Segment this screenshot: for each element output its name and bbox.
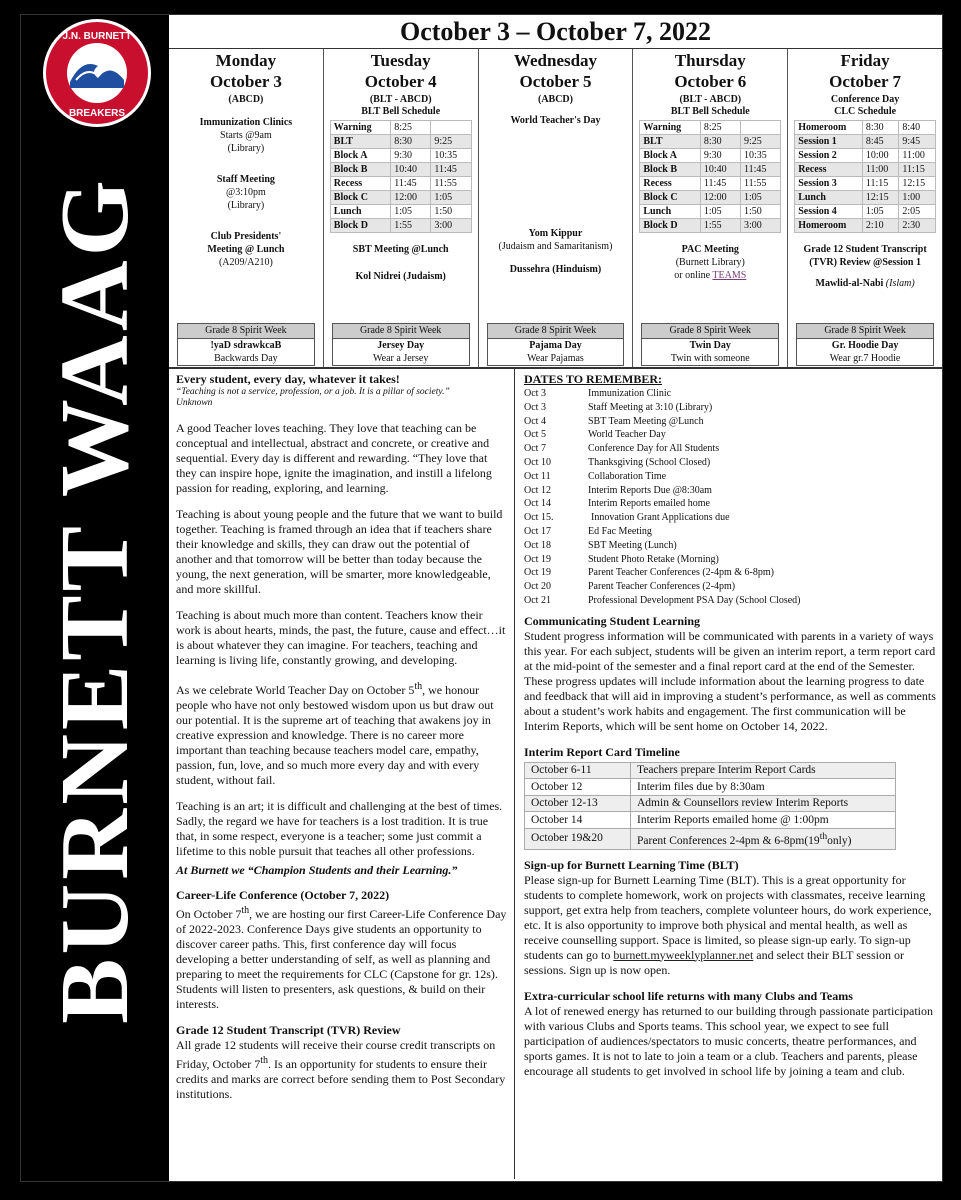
paragraph: [176, 679, 508, 788]
teaching-quote: “Teaching is not a service, profession, or a job. It is a pillar of society.”: [176, 387, 450, 397]
bell-cell: 1:50: [431, 205, 471, 219]
bell-cell: [741, 121, 781, 135]
list-item: [524, 401, 936, 415]
schedule-type: (ABCD): [537, 94, 573, 105]
bell-cell: 10:40: [391, 163, 431, 177]
table-cell: October 19&20: [525, 828, 631, 849]
bell-cell: BLT: [330, 135, 390, 149]
teams-link[interactable]: TEAMS: [712, 270, 747, 281]
logo-top-text: J.N. BURNETT: [62, 31, 132, 42]
list-item: [524, 484, 936, 498]
date-event: Conference Day for All Students: [588, 443, 720, 455]
bell-cell: 10:40: [700, 163, 740, 177]
left-column: [169, 369, 515, 1179]
bell-row: [795, 149, 936, 163]
bell-row: [795, 191, 936, 205]
date: Oct 7: [524, 443, 546, 455]
bell-cell: 1:05: [862, 205, 899, 219]
list-item: [524, 470, 936, 484]
day-name: Wednesday: [513, 51, 598, 70]
list-item: [524, 387, 936, 401]
day-column-thursday: [633, 49, 788, 367]
date-event: Parent Teacher Conferences (2-4pm): [588, 581, 736, 593]
motto-heading: Every student, every day, whatever it takes!: [176, 372, 400, 386]
paragraph: Teaching is an art; it is difficult and challenging at the best of times. Sadly, the regard we have for teachers is a lost tradition. It is true that, in some respect, everyone is a teacher; some just commit a lifetime to this noble pursuit that teaches all other professions.: [176, 799, 503, 858]
date: Oct 19: [524, 567, 551, 579]
tvr-heading: Grade 12 Student Transcript (TVR) Review: [176, 1023, 401, 1037]
event: [175, 173, 317, 212]
masthead-title: BURNETT WAAG: [41, 176, 149, 1024]
bell-row: [330, 205, 471, 219]
bell-schedule-table: [330, 120, 472, 233]
quote-author: Unknown: [176, 398, 213, 408]
bell-row: [330, 191, 471, 205]
bell-cell: 9:25: [741, 135, 781, 149]
bell-cell: 1:55: [700, 219, 740, 233]
bell-row: [640, 177, 781, 191]
day-column-monday: [169, 49, 324, 367]
text: Parent Conferences 2-4pm & 6-8pm(19: [637, 834, 820, 847]
bell-cell: Block D: [330, 219, 390, 233]
event-title: Yom Kippur: [528, 228, 583, 239]
bell-cell: 1:05: [391, 205, 431, 219]
schedule-name: CLC Schedule: [834, 106, 897, 117]
bell-cell: 9:25: [431, 135, 471, 149]
bell-schedule-table: [639, 120, 781, 233]
schedule-type: (BLT - ABCD): [369, 94, 432, 105]
date: Oct 21: [524, 594, 551, 606]
date: Oct 3: [524, 388, 546, 399]
text: , we are hosting our first Career-Life Conference Day of 2022-2023. Conference Days give students an opportunity to discover career paths. This, first conference day will focus developing a better understanding of self, as well as planning and preparing to meet the requirements for CLC (Capstone for gr. 12s). Students will listen to presenters, ask questions, & build on their interests.: [176, 907, 507, 1011]
spirit-week-label: Grade 8 Spirit Week: [333, 324, 469, 339]
blt-heading: Sign-up for Burnett Learning Time (BLT): [524, 857, 739, 872]
bell-cell: Session 4: [795, 205, 863, 219]
event-detail: or online: [674, 270, 711, 281]
bell-cell: Recess: [640, 177, 700, 191]
bell-cell: 8:30: [391, 135, 431, 149]
date: Oct 11: [524, 470, 551, 482]
text: and select their BLT session or sessions. Sign up is now open.: [524, 947, 904, 977]
spirit-week-box: [796, 323, 934, 366]
schedule-type: (BLT - ABCD): [679, 94, 742, 105]
wave-logo-icon: [46, 22, 148, 124]
bell-cell: Block B: [640, 163, 700, 177]
bell-cell: Block C: [330, 191, 390, 205]
bell-cell: Block A: [640, 149, 700, 163]
bell-cell: Block B: [330, 163, 390, 177]
date-event: Collaboration Time: [588, 470, 667, 482]
schedule-type: (ABCD): [228, 94, 264, 105]
bell-cell: 8:40: [899, 121, 936, 135]
bell-row: [640, 135, 781, 149]
planner-link[interactable]: burnett.myweeklyplanner.net: [613, 947, 754, 962]
table-cell: Teachers prepare Interim Report Cards: [631, 762, 896, 779]
bell-row: [330, 219, 471, 233]
spirit-week-label: Grade 8 Spirit Week: [797, 324, 933, 339]
bell-row: [795, 205, 936, 219]
bell-cell: Recess: [795, 163, 863, 177]
bell-cell: 11:45: [431, 163, 471, 177]
bell-row: [795, 135, 936, 149]
spirit-description: Twin with someone: [670, 353, 750, 364]
event-detail: @3:10pm: [226, 187, 266, 198]
bell-cell: 11:15: [862, 177, 899, 191]
day-date: October 5: [519, 72, 592, 91]
csl-heading: Communicating Student Learning: [524, 613, 701, 628]
masthead: [27, 155, 163, 1045]
date-event: Ed Fac Meeting: [588, 525, 652, 537]
masthead-spine: [21, 15, 169, 1181]
spirit-week-box: [177, 323, 315, 366]
event-title: PAC Meeting: [681, 244, 739, 255]
event-detail: (Library): [227, 200, 265, 211]
dates-heading: DATES TO REMEMBER:: [524, 372, 663, 386]
bell-row: [330, 135, 471, 149]
clubs-heading: Extra-curricular school life returns with many Clubs and Teams: [524, 988, 853, 1003]
bell-cell: 11:15: [899, 163, 936, 177]
event-detail: (Judaism and Samaritanism): [498, 241, 613, 252]
bell-cell: 1:55: [391, 219, 431, 233]
ordinal: th: [260, 1055, 268, 1066]
day-name: Monday: [215, 51, 277, 70]
date-event: Immunization Clinic: [588, 388, 672, 399]
bell-cell: 10:35: [431, 149, 471, 163]
bell-row: [640, 163, 781, 177]
event-detail: (Library): [227, 143, 265, 154]
list-item: [524, 539, 936, 553]
bell-row: [330, 121, 471, 135]
text: All grade 12 students will receive their course credit transcripts on Friday, October 7: [176, 1038, 496, 1071]
spirit-description: Wear Pajamas: [527, 353, 584, 364]
bell-cell: 1:00: [899, 191, 936, 205]
timeline-heading: Interim Report Card Timeline: [524, 744, 680, 759]
table-cell: October 12-13: [525, 795, 631, 812]
schedule-label: [175, 94, 317, 106]
list-item: [524, 442, 936, 456]
logo-bottom-text: BREAKERS: [68, 108, 126, 119]
list-item: [524, 497, 936, 511]
tvr-paragraph: [176, 1038, 508, 1102]
schedule-label: [485, 94, 627, 106]
list-item: [524, 456, 936, 470]
spirit-theme: Pajama Day: [529, 340, 582, 351]
list-item: [524, 594, 936, 608]
date: Oct 3: [524, 401, 546, 413]
day-column-friday: [788, 49, 942, 367]
spirit-description: Wear a Jersey: [373, 353, 429, 364]
date: Oct 10: [524, 456, 551, 468]
bell-cell: [431, 121, 471, 135]
bell-cell: 11:45: [391, 177, 431, 191]
bell-cell: 3:00: [741, 219, 781, 233]
spirit-week-box: [487, 323, 625, 366]
day-events: [485, 114, 627, 276]
newsletter-page: [20, 14, 943, 1182]
table-row: [525, 762, 896, 779]
ordinal: th: [414, 681, 423, 692]
date-event: Parent Teacher Conferences (2-4pm & 6-8pm): [588, 567, 774, 579]
bell-row: [640, 149, 781, 163]
date: Oct 5: [524, 429, 546, 441]
bell-cell: Session 2: [795, 149, 863, 163]
schedule-type: Conference Day: [830, 94, 900, 105]
day-events: [330, 243, 472, 283]
event: [175, 230, 317, 269]
table-cell: Admin & Counsellors review Interim Reports: [631, 795, 896, 812]
event-title: Meeting @ Lunch: [207, 244, 285, 255]
event-title: Staff Meeting: [216, 174, 275, 185]
week-title: October 3 – October 7, 2022: [169, 15, 942, 49]
bell-cell: 9:45: [899, 135, 936, 149]
bell-cell: Warning: [640, 121, 700, 135]
bell-cell: 12:00: [391, 191, 431, 205]
main-content: [169, 15, 942, 1181]
bell-cell: 8:30: [862, 121, 899, 135]
bell-cell: 1:05: [431, 191, 471, 205]
bell-cell: 3:00: [431, 219, 471, 233]
text: On October 7: [176, 907, 242, 921]
dates-list: [524, 387, 936, 608]
schedule-name: BLT Bell Schedule: [670, 106, 750, 117]
paragraph: Teaching is about much more than content. Teachers know their work is about hearts, minds, the past, the future, cause and effect…it is about whatever they can imagine. For teachers, teaching and learning is living life, constantly growing, and developing.: [176, 608, 506, 667]
date-event: Thanksgiving (School Closed): [588, 456, 711, 468]
bell-cell: 2:30: [899, 219, 936, 233]
event-title: (TVR) Review @Session 1: [809, 257, 921, 268]
bell-row: [640, 121, 781, 135]
event-title: SBT Meeting @Lunch: [352, 244, 449, 255]
clc-paragraph: [176, 903, 508, 1012]
day-name: Tuesday: [370, 51, 431, 70]
bell-cell: 12:15: [899, 177, 936, 191]
ordinal: th: [819, 830, 828, 842]
date: Oct 4: [524, 415, 546, 427]
bell-cell: Block D: [640, 219, 700, 233]
table-cell: [631, 828, 896, 849]
bell-cell: 8:30: [700, 135, 740, 149]
day-date: October 3: [209, 72, 282, 91]
day-date: October 7: [829, 72, 902, 91]
paragraph: A good Teacher loves teaching. They love that teaching can be conceptual and intellectual, abstract and concrete, or creative and sequential. Every day is different and rewarding. “They love that they can inspire hope, ignite the imagination, and instill a lifelong passion for reading, exploring, and learning.: [176, 421, 492, 495]
spirit-theme: Jersey Day: [377, 340, 425, 351]
bell-row: [330, 163, 471, 177]
event-detail: [639, 269, 781, 282]
event-detail: Starts @9am: [220, 130, 272, 141]
event-title: Dussehra (Hinduism): [509, 264, 602, 275]
list-item: [524, 415, 936, 429]
spirit-week-box: [332, 323, 470, 366]
list-item: [524, 428, 936, 442]
date: Oct 15.: [524, 512, 554, 524]
day-name: Friday: [840, 51, 890, 70]
bell-cell: Lunch: [795, 191, 863, 205]
day-date: October 4: [364, 72, 437, 91]
csl-paragraph: Student progress information will be communicated with parents in a variety of ways this year. For each subject, students will be given an interim report, a term report card at the mid-point of the semester and a final report card at the end of the Semester. These progress updates will include information about the learning progress to date and feedback that will aid in improving a student’s performance, as well as comments about a student’s work habits and engagement. The first communication will be Interim Reports, which will be sent home on October 14, 2022.: [524, 628, 936, 733]
date-event: Student Photo Retake (Morning): [588, 553, 719, 565]
bell-cell: Block A: [330, 149, 390, 163]
table-row: [525, 779, 896, 796]
bell-cell: 8:25: [391, 121, 431, 135]
text: , we honour people who have not only bestowed wisdom upon us but draw out our potential. It is the supreme art of teaching that awakens joy in creative expression and knowledge. There is no career more important than teaching because teachers model care, empathy, passion, fun, love, and so much more every day and with every student, without fail.: [176, 683, 494, 787]
date-event: SBT Meeting (Lunch): [588, 539, 677, 551]
schedule-name: BLT Bell Schedule: [361, 106, 441, 117]
event: [794, 277, 936, 290]
bell-row: [640, 191, 781, 205]
spirit-description: Backwards Day: [214, 353, 278, 364]
list-item: [524, 525, 936, 539]
date-event: Professional Development PSA Day (School Closed): [588, 594, 801, 606]
date: Oct 20: [524, 581, 551, 593]
day-events: [794, 243, 936, 290]
bell-row: [795, 121, 936, 135]
school-motto: At Burnett we “Champion Students and their Learning.”: [176, 863, 458, 877]
spirit-theme: !yaD sdrawkcaB: [210, 340, 282, 351]
table-cell: October 14: [525, 812, 631, 829]
text: Please sign-up for Burnett Learning Time (BLT). This is a great opportunity for students to complete homework, work on projects with classmates, receive learning support, get extra help from teachers, complete volunteer hours, do work experience, etc. It is also opportunity to improve both physical and mental health, as well as receive counselling support. Space is limited, so please sign-up early. To sign-up students can go to: [524, 872, 932, 962]
bell-cell: Lunch: [330, 205, 390, 219]
bell-cell: Session 1: [795, 135, 863, 149]
event-title: Kol Nidrei (Judaism): [355, 271, 446, 282]
event-detail: (Burnett Library): [675, 257, 745, 268]
bell-cell: 11:55: [431, 177, 471, 191]
bell-row: [795, 219, 936, 233]
spirit-week-label: Grade 8 Spirit Week: [642, 324, 778, 339]
date: Oct 12: [524, 484, 551, 496]
bell-cell: 8:45: [862, 135, 899, 149]
day-date: October 6: [674, 72, 747, 91]
list-item: [524, 566, 936, 580]
timeline-table: [524, 762, 896, 850]
date-event: Innovation Grant Applications due: [591, 512, 730, 524]
schedule-label: [639, 94, 781, 118]
day-name: Thursday: [674, 51, 746, 70]
bell-cell: 10:00: [862, 149, 899, 163]
bell-cell: 11:45: [700, 177, 740, 191]
spirit-week-label: Grade 8 Spirit Week: [488, 324, 624, 339]
bell-row: [330, 177, 471, 191]
date: Oct 14: [524, 498, 551, 510]
bell-schedule-table: [794, 120, 936, 233]
bell-cell: Block C: [640, 191, 700, 205]
bell-cell: 11:00: [899, 149, 936, 163]
blt-paragraph: [524, 873, 936, 978]
article-columns: [169, 369, 942, 1179]
table-row: [525, 812, 896, 829]
ordinal: th: [241, 905, 250, 916]
date-event: Staff Meeting at 3:10 (Library): [588, 401, 713, 413]
week-calendar: [169, 49, 942, 369]
spirit-theme: Twin Day: [689, 340, 731, 351]
event: [175, 116, 317, 155]
schedule-label: [330, 94, 472, 118]
event-title: Grade 12 Student Transcript: [803, 244, 927, 255]
event-detail: (Islam): [885, 278, 915, 289]
bell-row: [795, 163, 936, 177]
bell-cell: Warning: [330, 121, 390, 135]
day-events: [175, 116, 317, 269]
spirit-description: Wear gr.7 Hoodie: [829, 353, 901, 364]
spirit-theme: Gr. Hoodie Day: [831, 340, 899, 351]
event-title: Club Presidents': [210, 231, 282, 242]
list-item: [524, 511, 936, 525]
text: only): [827, 834, 852, 847]
date: Oct 19: [524, 553, 551, 565]
paragraph: Teaching is about young people and the future that we want to build together. Teaching is framed through an idea that if teachers share their knowledge and skills, they can draw out the potential of another and that tomorrow will be better than today because the young, the next generation, will be smarter, more knowledgeable, and more skillful.: [176, 507, 503, 596]
bell-row: [640, 205, 781, 219]
bell-cell: 2:10: [862, 219, 899, 233]
bell-cell: Session 3: [795, 177, 863, 191]
right-column: [515, 369, 942, 1179]
table-cell: October 6-11: [525, 762, 631, 779]
list-item: [524, 580, 936, 594]
list-item: [524, 553, 936, 567]
bell-cell: 2:05: [899, 205, 936, 219]
bell-cell: Homeroom: [795, 121, 863, 135]
spirit-week-box: [641, 323, 779, 366]
table-row: [525, 828, 896, 849]
day-column-wednesday: [479, 49, 634, 367]
bell-row: [640, 219, 781, 233]
event-title: Immunization Clinics: [199, 117, 293, 128]
event-detail: (A209/A210): [218, 257, 273, 268]
date-event: Interim Reports emailed home: [588, 498, 710, 510]
bell-cell: 8:25: [700, 121, 740, 135]
bell-cell: 10:35: [741, 149, 781, 163]
date-event: SBT Team Meeting @Lunch: [588, 415, 704, 427]
bell-cell: Homeroom: [795, 219, 863, 233]
day-events: [639, 243, 781, 282]
bell-cell: 1:50: [741, 205, 781, 219]
bell-cell: 12:15: [862, 191, 899, 205]
table-row: [525, 795, 896, 812]
bell-cell: 11:45: [741, 163, 781, 177]
bell-cell: 9:30: [700, 149, 740, 163]
schedule-label: [794, 94, 936, 118]
table-cell: Interim Reports emailed home @ 1:00pm: [631, 812, 896, 829]
bell-cell: Recess: [330, 177, 390, 191]
event-title: World Teacher's Day: [510, 115, 601, 126]
bell-row: [330, 149, 471, 163]
bell-row: [795, 177, 936, 191]
table-cell: October 12: [525, 779, 631, 796]
bell-cell: 12:00: [700, 191, 740, 205]
date: Oct 18: [524, 539, 551, 551]
bell-cell: 1:05: [700, 205, 740, 219]
date-event: Interim Reports Due @8:30am: [588, 484, 712, 496]
bell-cell: 11:55: [741, 177, 781, 191]
clubs-paragraph: A lot of renewed energy has returned to our building through passionate participation with various Clubs and Sports teams. This school year, we expect to see full participation of audiences/spectators to music concerts, theatre performances, and sports games. It is not to late to join a team or a club. Teachers and parents, please encourage all students to get involved in school life by joining a team and club.: [524, 1003, 934, 1078]
date: Oct 17: [524, 525, 551, 537]
event-title: Mawlid-al-Nabi: [815, 278, 884, 289]
day-column-tuesday: [324, 49, 479, 367]
school-logo: [43, 19, 151, 127]
bell-cell: 1:05: [741, 191, 781, 205]
date-event: World Teacher Day: [588, 429, 666, 441]
clc-heading: Career-Life Conference (October 7, 2022): [176, 888, 390, 902]
text: . Is an opportunity for students to ensure their credits and marks are correct before sending them to Post Secondary institutions.: [176, 1057, 506, 1101]
bell-cell: 9:30: [391, 149, 431, 163]
bell-cell: Lunch: [640, 205, 700, 219]
text: As we celebrate World Teacher Day on October 5: [176, 683, 415, 697]
bell-cell: BLT: [640, 135, 700, 149]
table-cell: Interim files due by 8:30am: [631, 779, 896, 796]
bell-cell: 11:00: [862, 163, 899, 177]
spirit-week-label: Grade 8 Spirit Week: [178, 324, 314, 339]
